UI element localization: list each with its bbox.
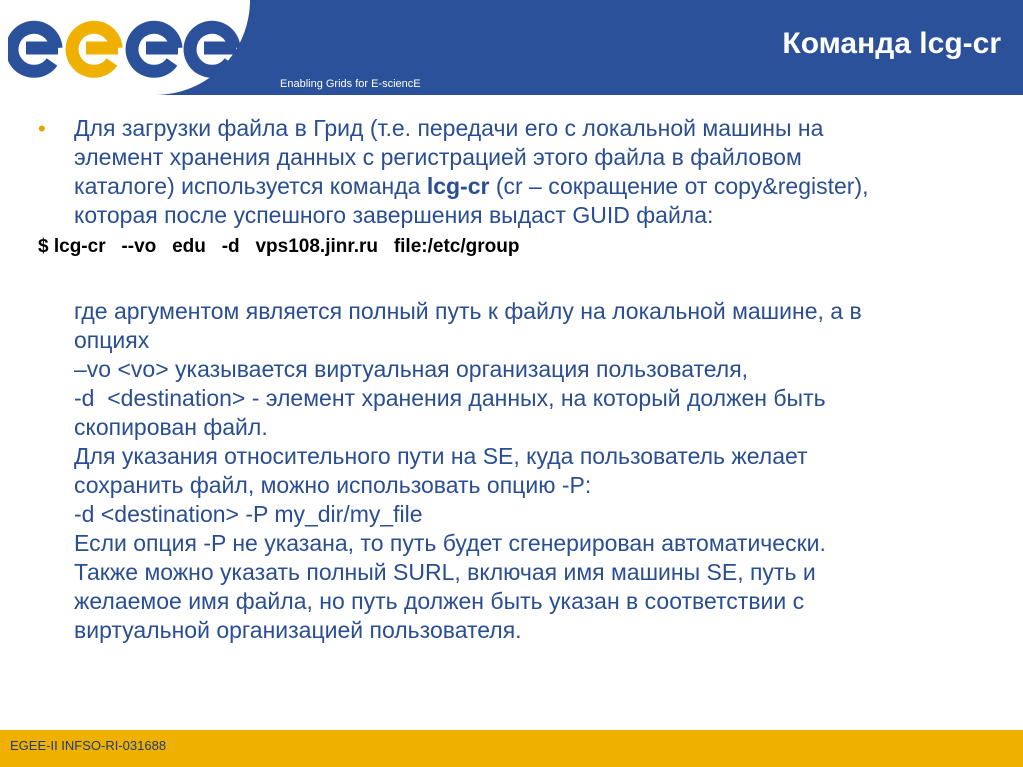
paragraph-line: -d <destination> -P my_dir/my_file (74, 501, 423, 527)
command-example: $ lcg-cr --vo edu -d vps108.jinr.ru file:/etc/group (38, 236, 520, 257)
paragraph-line: Если опция -P не указана, то путь будет сгенерирован автоматически. (74, 530, 826, 556)
paragraph-line: скопирован файл. (74, 414, 268, 440)
paragraph-line: Также можно указать полный SURL, включая имя машины SE, путь и (74, 559, 816, 585)
explanation-paragraph (74, 297, 974, 645)
bullet-line-text: (cr – сокращение от copy&register), (489, 173, 869, 199)
bullet-line: Для загрузки файла в Грид (т.е. передачи его с локальной машины на (74, 115, 824, 141)
bullet-line-text: каталоге) используется команда (74, 173, 427, 199)
egee-logo (8, 10, 243, 85)
bullet-text (74, 114, 994, 230)
paragraph-line: Для указания относительного пути на SE, куда пользователь желает (74, 443, 808, 469)
paragraph-line: –vo <vo> указывается виртуальная организация пользователя, (74, 356, 749, 382)
paragraph-line: виртуальной организацией пользователя. (74, 617, 522, 643)
logo-plate (0, 0, 250, 95)
bullet-line (74, 172, 994, 201)
paragraph-line: где аргументом является полный путь к файлу на локальной машине, а в (74, 298, 862, 324)
footer-bar (0, 730, 1023, 767)
command-name: lcg-cr (426, 173, 490, 199)
bullet-dot-icon: • (38, 116, 46, 141)
paragraph-line: желаемое имя файла, но путь должен быть указан в соответствии с (74, 588, 805, 614)
paragraph-line: сохранить файл, можно использовать опцию -P: (74, 472, 592, 498)
paragraph-line: -d <destination> - элемент хранения данных, на который должен быть (74, 385, 826, 411)
footer-text: EGEE-II INFSO-RI-031688 (10, 738, 167, 753)
slide-title: Команда lcg-cr (782, 27, 1001, 60)
paragraph-line: опциях (74, 327, 150, 353)
bullet-line: элемент хранения данных с регистрацией этого файла в файловом (74, 144, 802, 170)
tagline: Enabling Grids for E-sciencE (280, 78, 421, 90)
header-bar (0, 0, 1023, 95)
bullet-line: которая после успешного завершения выдаст GUID файла: (74, 202, 714, 228)
